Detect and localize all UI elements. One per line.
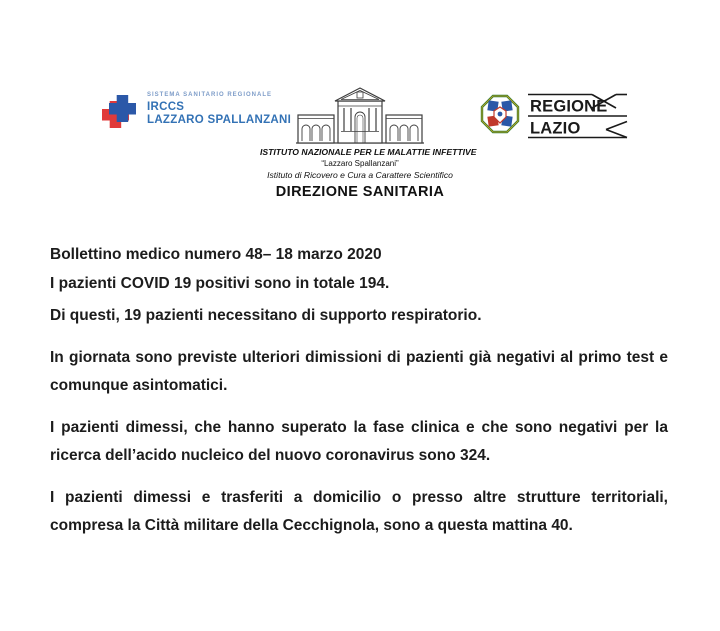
bulletin-body [50,241,668,554]
regione-lazio-wordmark [525,91,629,139]
irccs-line2: LAZZARO SPALLANZANI [147,114,292,126]
irccs-line1: IRCCS [147,101,185,113]
bulletin-title: Bollettino medico numero 48– 18 marzo 2020 [50,246,382,263]
ssr-caption: SISTEMA SANITARIO REGIONALE [147,92,273,98]
direzione-sanitaria-title: DIREZIONE SANITARIA [275,184,445,200]
lazio-emblem-icon [480,94,520,136]
paragraph-recovered-patients: I pazienti dimessi, che hanno superato la fase clinica e che sono negativi per la ricerca dell’acido nucleico del nuovo coronavirus sono 324. [50,418,668,464]
red-blue-cross-icon [100,90,140,138]
paragraph-upcoming-discharges: In giornata sono previste ulteriori dimissioni di pazienti già negativi al primo test e comunque asintomatici. [50,348,668,394]
paragraph-respiratory-support: Di questi, 19 pazienti necessitano di supporto respiratorio. [50,307,482,324]
paragraph-transferred-patients: I pazienti dimessi e trasferiti a domicilio o presso altre strutture territoriali, compresa la Città militare della Cecchignola, sono a questa mattina 40. [50,488,668,534]
institute-description: Istituto di Ricovero e Cura a Carattere Scientifico [267,170,453,180]
paragraph-positives: I pazienti COVID 19 positivi sono in totale 194. [50,274,390,292]
svg-text:REGIONE: REGIONE [530,97,608,116]
institute-subname: “Lazzaro Spallanzani” [321,159,399,168]
institute-name: ISTITUTO NAZIONALE PER LE MALATTIE INFETTIVE [260,147,477,157]
regione-lazio-logo [480,91,629,139]
classical-building-icon [294,85,426,145]
institute-logo [260,85,477,200]
svg-text:LAZIO: LAZIO [530,119,581,138]
